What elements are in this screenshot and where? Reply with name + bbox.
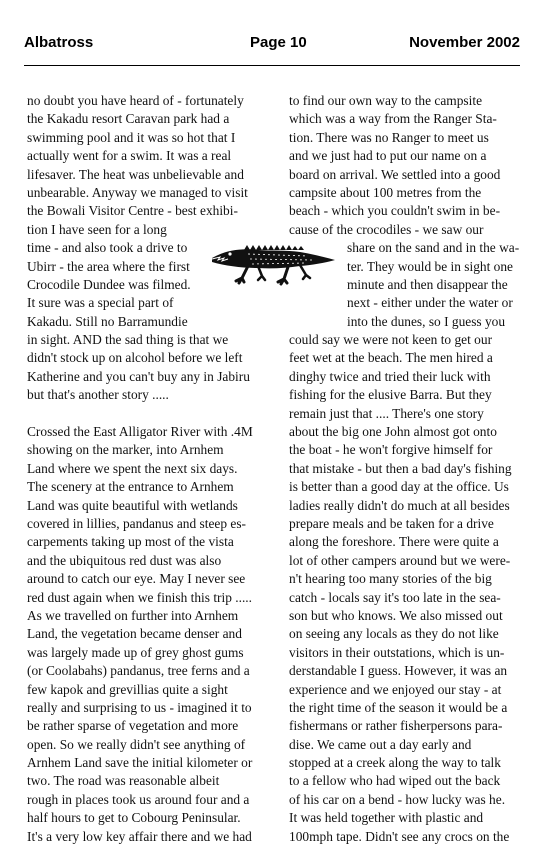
- issue-date: November 2002: [409, 34, 520, 51]
- right-column-text-line: prepare meals and be taken for a drive: [289, 515, 494, 531]
- left-column-text-line: Kakadu. Still no Barramundie: [27, 313, 188, 329]
- left-column-text-line: It's a very low key affair there and we had: [27, 828, 252, 844]
- left-column-text-line: unbearable. Anyway we managed to visit: [27, 184, 248, 200]
- right-column-text-line: catch - locals say it's too late in the sea-: [289, 589, 501, 605]
- left-column-text-line: open. So we really didn't see anything of: [27, 736, 246, 752]
- right-column-text-line: lot of other campers around but we were-: [289, 552, 511, 568]
- left-column-text-line: two. The road was reasonable albeit: [27, 773, 220, 789]
- right-column-text-line: fishermans or rather fisherpersons para-: [289, 718, 503, 734]
- right-column-text-line: experience and we enjoyed our stay - at: [289, 681, 502, 697]
- left-column-text-line: the Kakadu resort Caravan park had a: [27, 111, 230, 127]
- left-column-text-line: be rather sparse of vegetation and more: [27, 718, 239, 734]
- left-column-text-line: lifesaver. The heat was unbelievable and: [27, 166, 244, 182]
- right-column-text-line: cause of the crocodiles - we saw our: [289, 221, 484, 237]
- left-column: [27, 92, 277, 846]
- right-column-text-line: fishing for the elusive Barra. But they: [289, 387, 492, 403]
- right-column-text-line: beach - which you couldn't swim in be-: [289, 203, 501, 219]
- right-column-text-line: son but who knows. We also missed out: [289, 607, 503, 623]
- right-column-text-line: remain just that .... There's one story: [289, 405, 484, 421]
- right-column-text-line: of his car on a bend - how lucky was he.: [289, 791, 506, 807]
- page-number: Page 10: [250, 34, 307, 51]
- left-column-text-line: rough in places took us around four and a: [27, 791, 250, 807]
- left-column-text-line: Katherine and you can't buy any in Jabiru: [27, 368, 250, 384]
- left-column-text-line: Land where we spent the next six days.: [27, 460, 238, 476]
- right-column-text-line: the boat - he won't forgive himself for: [289, 442, 493, 458]
- right-column-text-line: minute and then disappear the: [347, 276, 508, 292]
- left-column-text-line: red dust again when we finish this trip .....: [27, 589, 252, 605]
- crocodile-icon: [208, 228, 338, 290]
- left-column-text-line: didn't stock up on alcohol before we left: [27, 350, 243, 366]
- left-column-text-line: but that's another story .....: [27, 387, 169, 403]
- right-column-text-line: ladies really didn't do much at all besides: [289, 497, 510, 513]
- left-column-text-line: Ubirr - the area where the first: [27, 258, 190, 274]
- left-column-text-line: the Bowali Visitor Centre - best exhibi-: [27, 203, 238, 219]
- left-column-text-line: Arnhem Land save the initial kilometer or: [27, 755, 253, 771]
- left-column-text-line: tion I have seen for a long: [27, 221, 167, 237]
- page-header: [24, 34, 520, 56]
- left-column-text-line: covered in lillies, pandanus and steep es-: [27, 515, 247, 531]
- right-column-text-line: which was a way from the Ranger Sta-: [289, 111, 497, 127]
- right-column-text-line: next - either under the water or: [347, 295, 513, 311]
- right-column-text-line: the right time of the season it would be a: [289, 699, 508, 715]
- left-column-text-line: time - and also took a drive to: [27, 240, 188, 256]
- left-column-text-line: The scenery at the entrance to Arnhem: [27, 479, 234, 495]
- left-column-text-line: around to catch our eye. May I never see: [27, 571, 246, 587]
- left-column-text-line: was largely made up of grey ghost gums: [27, 644, 244, 660]
- left-column-text-line: It sure was a special part of: [27, 295, 174, 311]
- left-column-text-line: no doubt you have heard of - fortunately: [27, 93, 244, 108]
- right-column-text-line: ter. They would be in sight one: [347, 258, 513, 274]
- right-column-text-line: on seeing any locals as they do not like: [289, 626, 499, 642]
- left-column-text-line: As we travelled on further into Arnhem: [27, 607, 239, 623]
- right-column-text-line: n't hearing too many stories of the big: [289, 571, 492, 587]
- right-column-text-line: visitors in their outstations, which is un-: [289, 644, 505, 660]
- right-column-text-line: dinghy twice and tried their luck with: [289, 368, 491, 384]
- left-column-paragraph-gap: [27, 405, 277, 423]
- right-column-text-line: 100mph tape. Didn't see any crocs on the: [289, 828, 510, 844]
- header-rule: [24, 65, 520, 66]
- left-column-text-line: Land was quite beautiful with wetlands: [27, 497, 238, 513]
- right-column-text-line: along the foreshore. There were quite a: [289, 534, 499, 550]
- left-column-text-line: showing on the marker, into Arnhem: [27, 442, 224, 458]
- right-column-text-line: derstandable I guess. However, it was an: [289, 663, 508, 679]
- right-column: [289, 92, 527, 846]
- left-column-text-line: really and surprising to us - imagined it to: [27, 699, 252, 715]
- right-column-text-line: tion. There was no Ranger to meet us: [289, 129, 489, 145]
- left-column-text-line: few kapok and grevillias quite a sight: [27, 681, 228, 697]
- right-column-text-line: is better than a good day at the office. Us: [289, 479, 509, 495]
- right-column-text-line: to find our own way to the campsite: [289, 93, 483, 108]
- right-column-text-line: could say we were not keen to get our: [289, 332, 493, 348]
- right-column-text-line: to a fellow who had wiped out the back: [289, 773, 501, 789]
- left-column-text-line: Crocodile Dundee was filmed.: [27, 276, 191, 292]
- right-column-text-line: It was held together with plastic and: [289, 810, 484, 826]
- newsletter-title: Albatross: [24, 34, 94, 51]
- left-column-text-line: and the ubiquitous red dust was also: [27, 552, 222, 568]
- right-column-text-line: and we just had to put our name on a: [289, 148, 487, 164]
- right-column-text-line: feet wet at the beach. The men hired a: [289, 350, 493, 366]
- left-column-text-line: actually went for a swim. It was a real: [27, 148, 232, 164]
- right-column-text-line: into the dunes, so I guess you: [347, 313, 506, 329]
- left-column-text-line: half hours to get to Cobourg Peninsular.: [27, 810, 241, 826]
- left-column-text-line: Land, the vegetation became denser and: [27, 626, 242, 642]
- right-column-text-line: that mistake - but then a bad day's fishing: [289, 460, 512, 476]
- left-column-text-line: in sight. AND the sad thing is that we: [27, 332, 229, 348]
- right-column-text-line: campsite about 100 metres from the: [289, 184, 482, 200]
- left-column-text-line: carpements taking up most of the vista: [27, 534, 234, 550]
- left-column-text-line: (or Coolabahs) pandanus, tree ferns and a: [27, 663, 250, 679]
- right-column-text-line: share on the sand and in the wa-: [347, 240, 520, 256]
- right-column-text-line: dise. We came out a day early and: [289, 736, 472, 752]
- right-column-text-line: board on arrival. We settled into a good: [289, 166, 501, 182]
- right-column-text-line: about the big one John almost got onto: [289, 424, 497, 440]
- left-column-text-line: swimming pool and it was so hot that I: [27, 129, 236, 145]
- left-column-text-line: Crossed the East Alligator River with .4M: [27, 424, 253, 440]
- right-column-text-line: stopped at a creek along the way to talk: [289, 755, 501, 771]
